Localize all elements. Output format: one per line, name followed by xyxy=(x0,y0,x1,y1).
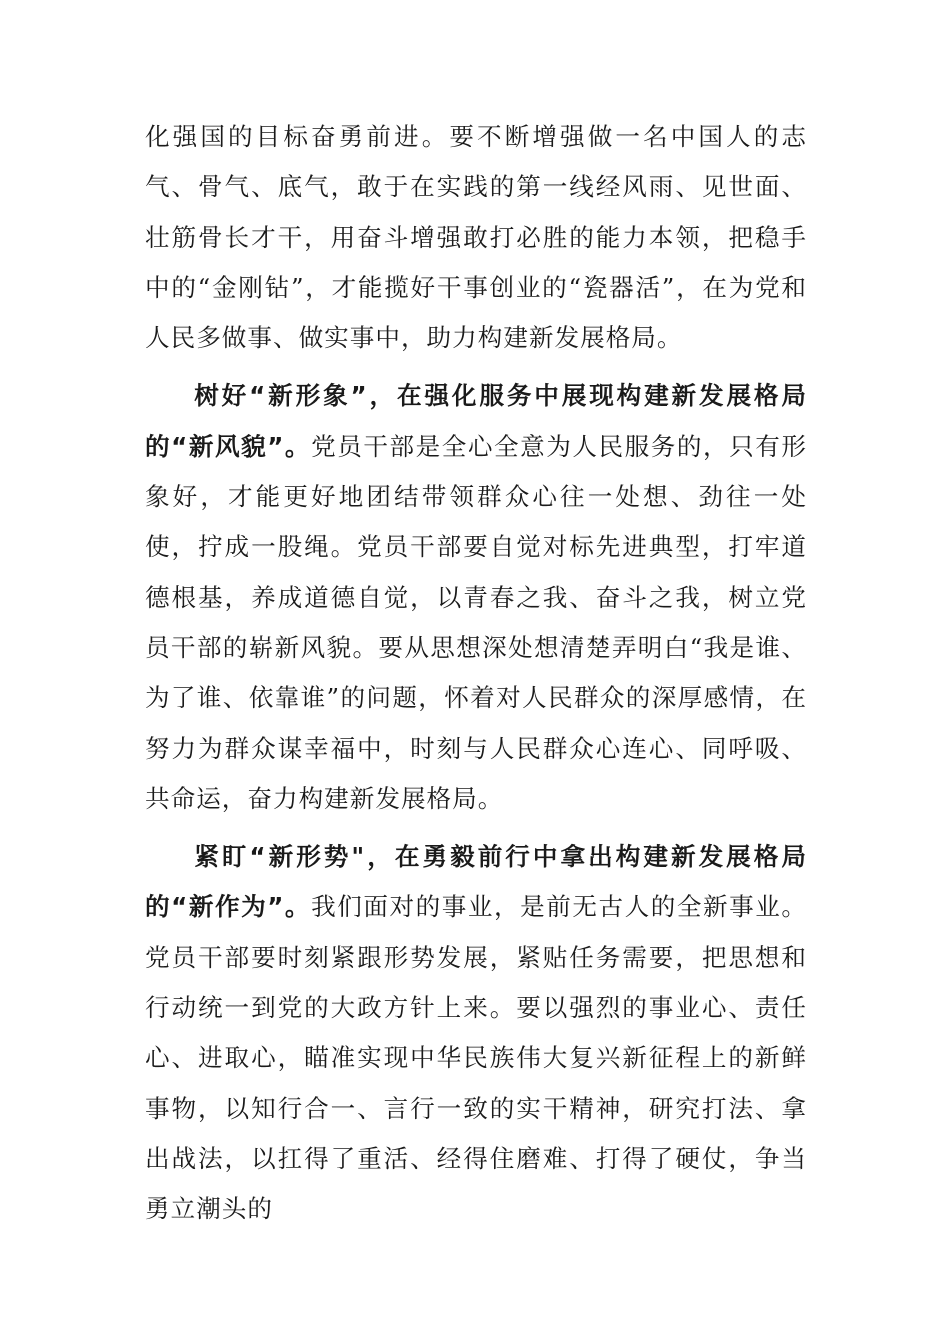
paragraph-heading: 树好“新形象”，在强化服务中展现构建新发展格局的“新风貌”。 xyxy=(145,381,807,461)
paragraph-new-situation xyxy=(145,832,807,1234)
paragraph-text: 我们面对的事业，是前无古人的全新事业。党员干部要时刻紧跟形势发展，紧贴任务需要，把思想和行动统一到党的大政方针上来。要以强烈的事业心、责任心、进取心，瞄准实现中华民族伟大复兴新征程上的新鲜事物，以知行合一、言行一致的实干精神，研究打法、拿出战法，以扛得了重活、经得住磨难、打得了硬仗，争当勇立潮头的 xyxy=(145,892,807,1224)
paragraph-new-image xyxy=(145,371,807,824)
paragraph-text: 党员干部是全心全意为人民服务的，只有形象好，才能更好地团结带领群众心往一处想、劲往一处使，拧成一股绳。党员干部要自觉对标先进典型，打牢道德根基，养成道德自觉，以青春之我、奋斗之我，树立党员干部的崭新风貌。要从思想深处想清楚弄明白“我是谁、为了谁、依靠谁”的问题，怀着对人民群众的深厚感情，在努力为群众谋幸福中，时刻与人民群众心连心、同呼吸、共命运，奋力构建新发展格局。 xyxy=(145,431,807,813)
document-body xyxy=(145,112,807,1235)
paragraph-heading: 紧盯“新形势"，在勇毅前行中拿出构建新发展格局的“新作为”。 xyxy=(145,842,807,922)
paragraph-continuation xyxy=(145,112,807,363)
paragraph-text: 化强国的目标奋勇前进。要不断增强做一名中国人的志气、骨气、底气，敢于在实践的第一线经风雨、见世面、壮筋骨长才干，用奋斗增强敢打必胜的能力本领，把稳手中的“金刚钻”，才能揽好干事创业的“瓷器活”，在为党和人民多做事、做实事中，助力构建新发展格局。 xyxy=(145,122,807,353)
